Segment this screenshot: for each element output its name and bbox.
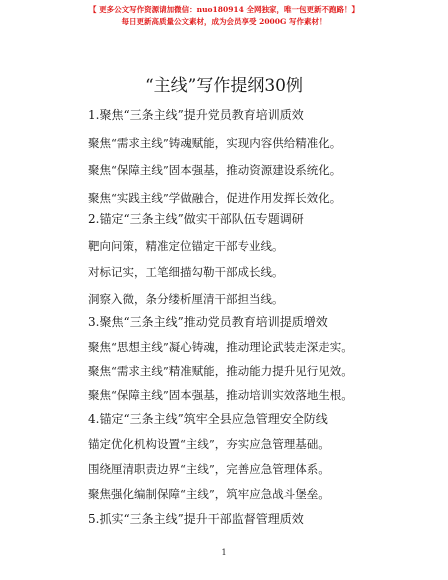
outline-item: 靶向问策，精准定位锚定干部专业线。 [88,239,284,253]
outline-item: 围绕厘清职责边界“主线”，完善应急管理体系。 [88,462,330,476]
page-number: 1 [221,548,227,557]
section-heading-2: 2.锚定“三条主线”做实干部队伍专题调研 [88,212,304,226]
section-heading-1: 1.聚焦“三条主线”提升党员教育培训质效 [88,108,304,122]
outline-item: 聚焦“保障主线”固本强基，推动培训实效落地生根。 [88,388,353,402]
outline-item: 聚焦“实践主线”学做融合，促进作用发挥长效化。 [88,191,342,205]
section-heading-3: 3.聚焦“三条主线”推动党员教育培训提质增效 [88,315,328,329]
outline-item: 聚焦“需求主线”铸魂赋能，实现内容供给精准化。 [88,136,342,150]
outline-item: 聚焦“需求主线”精准赋能，推动能力提升见行见效。 [88,364,353,378]
outline-item: 聚焦“保障主线”固本强基，推动资源建设系统化。 [88,163,342,177]
outline-item: 洞察入微，条分缕析厘清干部担当线。 [88,292,284,306]
promo-banner-line-2: 每日更新高质量公文素材，成为会员享受 2000G 写作素材！ [121,17,327,26]
document-title: “主线”写作提纲30例 [144,76,303,96]
outline-item: 锚定优化机构设置“主线”，夯实应急管理基础。 [88,437,330,451]
promo-banner-line-1: 【 更多公文写作资源请加微信：nuo180914 全网独家，唯一包更新不跑路！】 [89,5,359,14]
outline-item: 聚焦强化编制保障“主线”，筑牢应急战斗堡垒。 [88,487,330,501]
outline-item: 对标记实，工笔细描勾勒干部成长线。 [88,265,284,279]
section-heading-4: 4.锚定“三条主线”筑牢全县应急管理安全防线 [88,412,328,426]
section-heading-5: 5.抓实“三条主线”提升干部监督管理质效 [88,512,304,526]
outline-item: 聚焦“思想主线”凝心铸魂，推动理论武装走深走实。 [88,340,353,354]
